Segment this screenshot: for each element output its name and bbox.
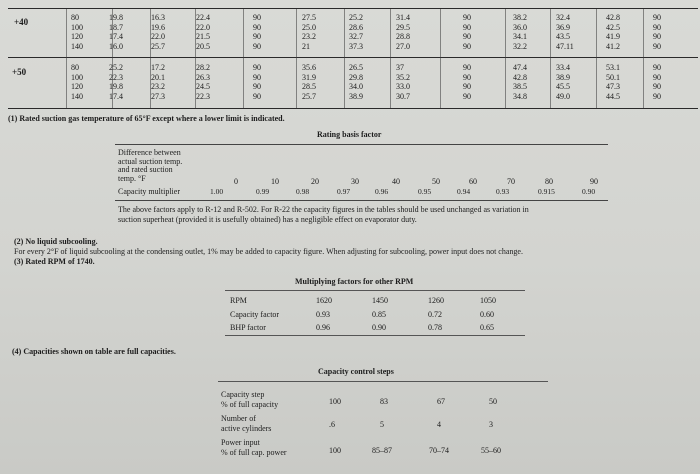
table-cell: 90 <box>253 32 261 42</box>
table-cell: 120 <box>71 32 83 42</box>
rpm-table-bottom-rule <box>225 335 525 336</box>
rpm-factor-cell: 1450 <box>372 296 388 305</box>
steps-top-rule <box>218 381 548 382</box>
rpm-factor-cell: 0.72 <box>428 310 442 319</box>
table-cell: 25.0 <box>302 22 316 32</box>
capacity-multiplier-value: 0.97 <box>337 187 351 196</box>
column-rule <box>344 9 345 108</box>
table-cell: 17.4 <box>109 32 123 42</box>
table-cell: 24.5 <box>196 82 210 92</box>
table-cell: 90 <box>463 42 471 52</box>
table-cell: 16.0 <box>109 42 123 52</box>
table-cell: 36.0 <box>513 22 527 32</box>
table-cell: 42.5 <box>606 22 620 32</box>
rpm-factor-cell: 1260 <box>428 296 444 305</box>
table-cell: 100 <box>71 72 83 82</box>
table-cell: 90 <box>463 32 471 42</box>
rpm-row-label: RPM <box>230 296 247 305</box>
table-cell: 120 <box>71 82 83 92</box>
table-cell: 140 <box>71 42 83 52</box>
table-cell: 90 <box>253 72 261 82</box>
table-cell: 36.9 <box>556 22 570 32</box>
rpm-factor-cell: 1050 <box>480 296 496 305</box>
table-cell: 35.2 <box>396 72 410 82</box>
temp-difference-value: 70 <box>507 177 515 186</box>
table-cell: 37 <box>396 63 404 72</box>
steps-row-label: Number of active cylinders <box>221 414 272 433</box>
column-rule <box>505 9 506 108</box>
capacity-steps-title: Capacity control steps <box>318 367 394 376</box>
note-1: (1) Rated suction gas temperature of 65°F except where a lower limit is indicated. <box>8 114 285 123</box>
capacity-multiplier-value: 0.99 <box>256 187 270 196</box>
table-cell: 19.8 <box>109 82 123 92</box>
table-cell: 90 <box>253 63 261 72</box>
column-rule <box>440 9 441 108</box>
table-cell: 80 <box>71 63 79 72</box>
capacity-multiplier-value: 0.95 <box>418 187 432 196</box>
table-cell: 29.8 <box>349 72 363 82</box>
steps-cell: 70–74 <box>429 446 449 455</box>
table-cell: 25.7 <box>302 92 316 102</box>
steps-cell: 50 <box>489 397 497 406</box>
table-cell: 28.6 <box>349 22 363 32</box>
rpm-table-title: Multiplying factors for other RPM <box>295 277 414 286</box>
table-cell: 49.0 <box>556 92 570 102</box>
steps-cell: .6 <box>329 420 335 429</box>
temp-difference-value: 10 <box>271 177 279 186</box>
table-cell: 34.0 <box>349 82 363 92</box>
table-cell: 33.4 <box>556 63 570 72</box>
column-rule <box>550 9 551 108</box>
column-rule <box>243 9 244 108</box>
steps-cell: 83 <box>380 397 388 406</box>
column-rule <box>390 9 391 108</box>
column-rule <box>296 9 297 108</box>
table-cell: 80 <box>71 13 79 22</box>
temp-difference-value: 20 <box>311 177 319 186</box>
temp-difference-value: 0 <box>234 177 238 186</box>
table-cell: 35.6 <box>302 63 316 72</box>
steps-cell: 5 <box>380 420 384 429</box>
column-rule <box>66 9 67 108</box>
note-2: (2) No liquid subcooling. <box>14 237 98 246</box>
note-4: (4) Capacities shown on table are full capacities. <box>12 347 176 356</box>
table-cell: 28.2 <box>196 63 210 72</box>
rating-title-rule <box>115 144 608 145</box>
table-cell: 19.6 <box>151 22 165 32</box>
table-cell: 32.2 <box>513 42 527 52</box>
table-cell: 28.8 <box>396 32 410 42</box>
steps-cell: 4 <box>437 420 441 429</box>
table-cell: 21 <box>302 42 310 52</box>
table-cell: 90 <box>653 13 661 22</box>
capacity-multiplier-value: 0.93 <box>496 187 510 196</box>
table-cell: 90 <box>253 82 261 92</box>
table-cell: 33.0 <box>396 82 410 92</box>
condensing-temp-label: +50 <box>12 67 27 77</box>
table-cell: 25.7 <box>151 42 165 52</box>
table-cell: 18.7 <box>109 22 123 32</box>
table-cell: 26.5 <box>349 63 363 72</box>
table-cell: 47.11 <box>556 42 574 52</box>
steps-cell: 85–87 <box>372 446 392 455</box>
table-cell: 90 <box>463 92 471 102</box>
table-cell: 140 <box>71 92 83 102</box>
steps-cell: 100 <box>329 446 341 455</box>
steps-cell: 100 <box>329 397 341 406</box>
table-cell: 38.5 <box>513 82 527 92</box>
table-cell: 90 <box>463 22 471 32</box>
table-cell: 90 <box>463 63 471 72</box>
table-cell: 22.3 <box>109 72 123 82</box>
table-cell: 90 <box>653 22 661 32</box>
table-cell: 90 <box>463 82 471 92</box>
rpm-row-label: BHP factor <box>230 323 266 332</box>
capacity-multiplier-value: 0.96 <box>375 187 389 196</box>
table-cell: 90 <box>653 72 661 82</box>
table-cell: 90 <box>463 13 471 22</box>
capacity-multiplier-value: 1.00 <box>210 187 224 196</box>
table-cell: 50.1 <box>606 72 620 82</box>
rpm-factor-cell: 0.90 <box>372 323 386 332</box>
steps-cell: 3 <box>489 420 493 429</box>
table-cell: 27.3 <box>151 92 165 102</box>
table-cell: 90 <box>253 42 261 52</box>
table-cell: 25.2 <box>109 63 123 72</box>
table-cell: 90 <box>253 92 261 102</box>
rpm-factor-cell: 0.78 <box>428 323 442 332</box>
temp-difference-value: 60 <box>469 177 477 186</box>
rpm-factor-cell: 0.93 <box>316 310 330 319</box>
rpm-factor-cell: 0.60 <box>480 310 494 319</box>
temp-difference-value: 80 <box>545 177 553 186</box>
table-cell: 21.5 <box>196 32 210 42</box>
table-cell: 32.7 <box>349 32 363 42</box>
table-cell: 90 <box>653 82 661 92</box>
table-cell: 16.3 <box>151 13 165 22</box>
table-cell: 34.1 <box>513 32 527 42</box>
steps-cell: 55–60 <box>481 446 501 455</box>
column-rule <box>596 9 597 108</box>
table-cell: 42.8 <box>606 13 620 22</box>
table-cell: 45.5 <box>556 82 570 92</box>
table-cell: 25.2 <box>349 13 363 22</box>
table-cell: 28.5 <box>302 82 316 92</box>
table-cell: 17.2 <box>151 63 165 72</box>
table-cell: 22.0 <box>151 32 165 42</box>
table-cell: 30.7 <box>396 92 410 102</box>
steps-row-label: Capacity step % of full capacity <box>221 390 279 409</box>
table-cell: 41.9 <box>606 32 620 42</box>
rpm-table-top-rule <box>225 290 525 291</box>
table-cell: 53.1 <box>606 63 620 72</box>
rating-bottom-rule <box>115 200 608 201</box>
table-bottom-rule <box>8 108 698 109</box>
table-cell: 47.3 <box>606 82 620 92</box>
table-cell: 47.4 <box>513 63 527 72</box>
table-cell: 34.8 <box>513 92 527 102</box>
capacity-multiplier-label: Capacity multiplier <box>118 187 180 196</box>
table-cell: 31.9 <box>302 72 316 82</box>
table-cell: 20.1 <box>151 72 165 82</box>
table-cell: 23.2 <box>151 82 165 92</box>
table-cell: 90 <box>653 42 661 52</box>
factors-note: The above factors apply to R-12 and R-502. For R-22 the capacity figures in the tables should be used unchanged as variation in suction superheat (provided it is usefully obtained) has a negligible effect on evaporator duty. <box>118 205 529 224</box>
capacity-multiplier-value: 0.90 <box>582 187 596 196</box>
rpm-factor-cell: 0.85 <box>372 310 386 319</box>
table-cell: 38.9 <box>556 72 570 82</box>
condensing-temp-label: +40 <box>14 17 29 27</box>
table-cell: 19.8 <box>109 13 123 22</box>
table-cell: 90 <box>463 72 471 82</box>
table-cell: 22.0 <box>196 22 210 32</box>
table-cell: 90 <box>253 13 261 22</box>
table-cell: 90 <box>653 32 661 42</box>
table-cell: 43.5 <box>556 32 570 42</box>
table-cell: 17.4 <box>109 92 123 102</box>
table-cell: 31.4 <box>396 13 410 22</box>
rpm-factor-cell: 0.96 <box>316 323 330 332</box>
table-cell: 42.8 <box>513 72 527 82</box>
table-cell: 37.3 <box>349 42 363 52</box>
rpm-factor-cell: 1620 <box>316 296 332 305</box>
steps-row-label: Power input % of full cap. power <box>221 438 287 457</box>
table-cell: 27.5 <box>302 13 316 22</box>
rating-basis-title: Rating basis factor <box>317 130 382 139</box>
table-cell: 38.2 <box>513 13 527 22</box>
table-cell: 20.5 <box>196 42 210 52</box>
capacity-multiplier-value: 0.98 <box>296 187 310 196</box>
table-cell: 90 <box>653 63 661 72</box>
table-cell: 90 <box>253 22 261 32</box>
table-cell: 32.4 <box>556 13 570 22</box>
note-2-detail: For every 2°F of liquid subcooling at the condensing outlet, 1% may be added to capacity figure. When adjusting for subcooling, power input does not change. <box>14 247 523 256</box>
temp-difference-value: 50 <box>432 177 440 186</box>
rpm-row-label: Capacity factor <box>230 310 280 319</box>
table-cell: 27.0 <box>396 42 410 52</box>
table-cell: 38.9 <box>349 92 363 102</box>
note-3: (3) Rated RPM of 1740. <box>14 257 95 266</box>
capacity-multiplier-value: 0.915 <box>538 187 555 196</box>
difference-label: Difference between actual suction temp. and rated suction temp. °F <box>118 148 183 183</box>
temp-difference-value: 40 <box>392 177 400 186</box>
table-cell: 41.2 <box>606 42 620 52</box>
table-cell: 44.5 <box>606 92 620 102</box>
table-cell: 23.2 <box>302 32 316 42</box>
steps-cell: 67 <box>437 397 445 406</box>
temp-difference-value: 90 <box>590 177 598 186</box>
table-cell: 29.5 <box>396 22 410 32</box>
table-cell: 26.3 <box>196 72 210 82</box>
capacity-multiplier-value: 0.94 <box>457 187 471 196</box>
temp-difference-value: 30 <box>351 177 359 186</box>
table-cell: 90 <box>653 92 661 102</box>
table-cell: 100 <box>71 22 83 32</box>
rpm-factor-cell: 0.65 <box>480 323 494 332</box>
table-cell: 22.3 <box>196 92 210 102</box>
column-rule <box>643 9 644 108</box>
table-cell: 22.4 <box>196 13 210 22</box>
